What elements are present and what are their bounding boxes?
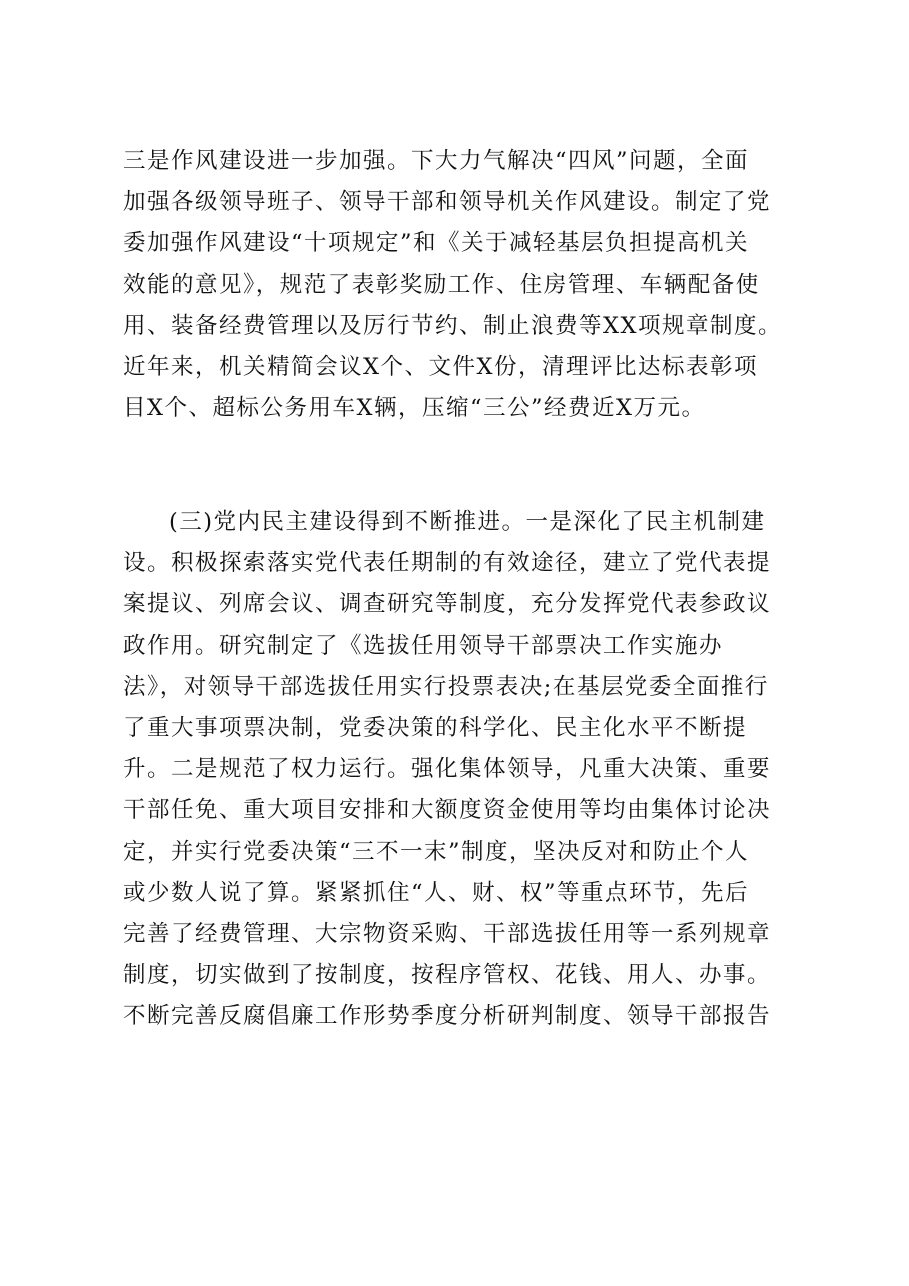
text-line: 了重大事项票决制，党委决策的科学化、民主化水平不断提 xyxy=(123,714,748,741)
text-line: 案提议、列席会议、调查研究等制度，充分发挥党代表参政议 xyxy=(123,591,772,618)
section-heading-line: (三)党内民主建设得到不断推进。一是深化了民主机制建 xyxy=(169,509,766,535)
text-line: 政作用。研究制定了《选拔任用领导干部票决工作实施办 xyxy=(123,632,724,659)
paragraph-inner-party-democracy xyxy=(123,502,796,1037)
text-line: 委加强作风建设“十项规定”和《关于减轻基层负担提高机关 xyxy=(123,230,750,257)
text-line: 近年来，机关精简会议X个、文件X份，清理评比达标表彰项 xyxy=(123,353,759,380)
text-line: 或少数人说了算。紧紧抓住“人、财、权”等重点环节，先后 xyxy=(123,879,750,906)
text-line: 不断完善反腐倡廉工作形势季度分析研判制度、领导干部报告 xyxy=(123,1003,772,1030)
text-line: 效能的意见》，规范了表彰奖励工作、住房管理、车辆配备使 xyxy=(123,271,760,298)
text-line: 用、装备经费管理以及厉行节约、制止浪费等XX项规章制度。 xyxy=(123,312,783,339)
text-line: 完善了经费管理、大宗物资采购、干部选拔任用等一系列规章 xyxy=(123,920,772,947)
text-line: 制度，切实做到了按制度，按程序管权、花钱、用人、办事。 xyxy=(123,962,772,989)
text-line: 升。二是规范了权力运行。强化集体领导，凡重大决策、重要 xyxy=(123,756,772,783)
text-line: 三是作风建设进一步加强。下大力气解决“四风”问题，全面 xyxy=(123,148,750,174)
text-line: 加强各级领导班子、领导干部和领导机关作风建设。制定了党 xyxy=(123,189,772,216)
text-line: 干部任免、重大项目安排和大额度资金使用等均由集体讨论决 xyxy=(123,797,772,824)
text-line: 法》，对领导干部选拔任用实行投票表决;在基层党委全面推行 xyxy=(123,673,769,700)
text-line: 设。积极探索落实党代表任期制的有效途径，建立了党代表提 xyxy=(123,550,772,577)
text-line: 定，并实行党委决策“三不一末”制度，坚决反对和防止个人 xyxy=(123,838,750,865)
paragraph-work-style xyxy=(123,141,796,429)
text-line: 目X个、超标公务用车X辆，压缩“三公”经费近X万元。 xyxy=(123,395,706,422)
